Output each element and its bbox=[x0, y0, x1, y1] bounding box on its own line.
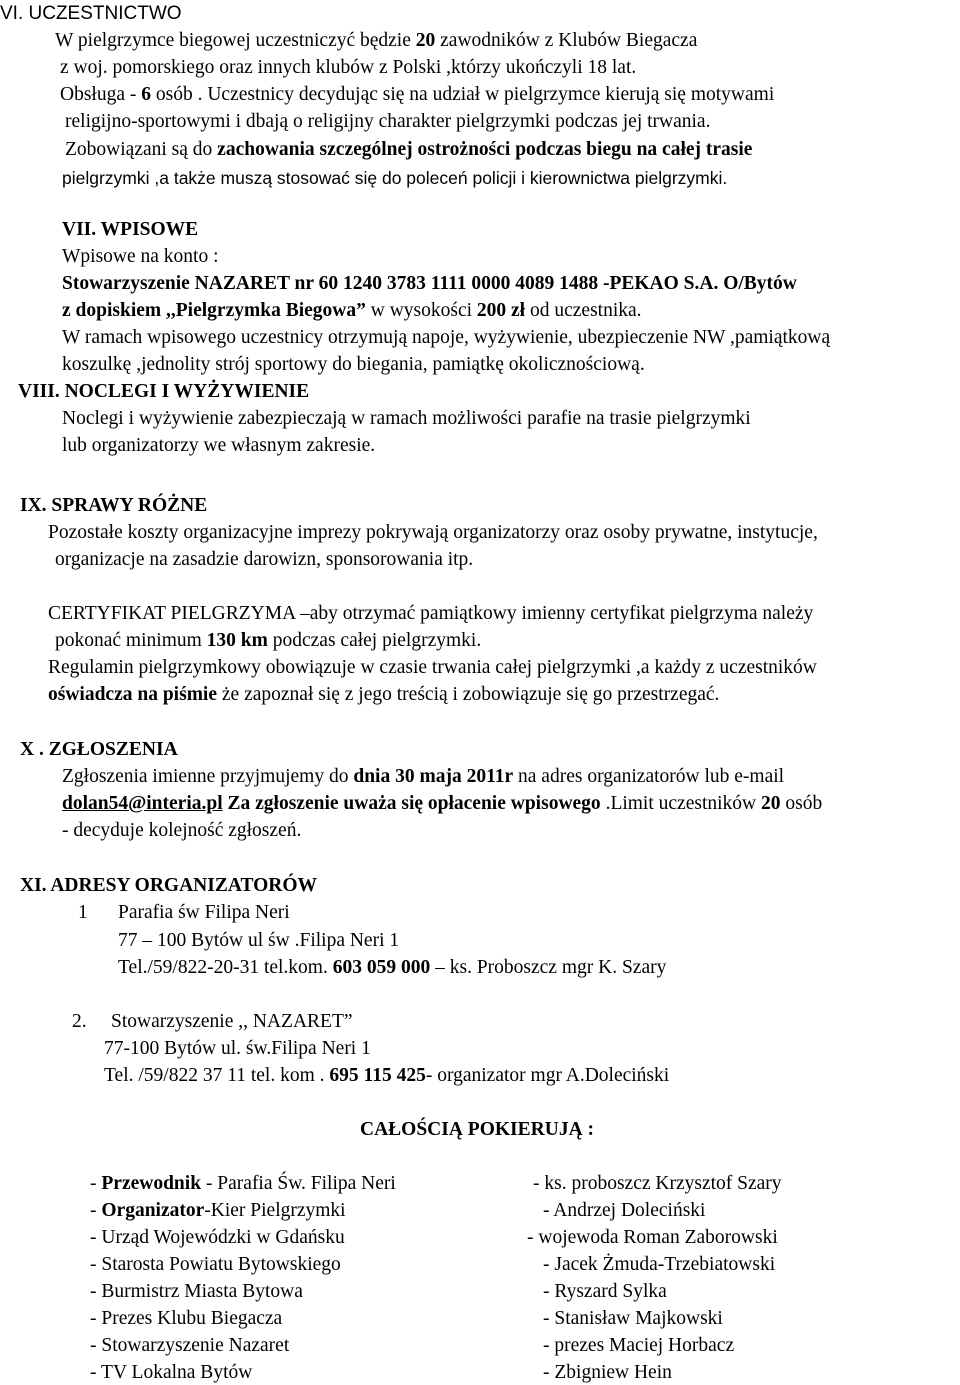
paragraph-line: Regulamin pielgrzymkowy obowiązuje w czasie trwania całej pielgrzymki ,a każdy z uczestników bbox=[48, 657, 817, 678]
address-name: Parafia św Filipa Neri bbox=[118, 902, 290, 923]
section-heading-viii: VIII. NOCLEGI I WYŻYWIENIE bbox=[18, 381, 310, 402]
section-heading-x: X . ZGŁOSZENIA bbox=[20, 739, 178, 760]
paragraph-line: pielgrzymki ,a także muszą stosować się do poleceń policji i kierownictwa pielgrzymki. bbox=[62, 168, 728, 188]
section-heading-vi: VI. UCZESTNICTWO bbox=[0, 3, 182, 24]
paragraph-line: pokonać minimum 130 km podczas całej pielgrzymki. bbox=[55, 630, 482, 651]
leadership-person: - Jacek Żmuda-Trzebiatowski bbox=[543, 1254, 776, 1275]
paragraph-line: dolan54@interia.pl Za zgłoszenie uważa się opłacenie wpisowego .Limit uczestników 20 osób bbox=[62, 793, 823, 814]
leadership-role: - Prezes Klubu Biegacza bbox=[90, 1308, 283, 1329]
paragraph-line: Zgłoszenia imienne przyjmujemy do dnia 30 maja 2011r na adres organizatorów lub e-mail bbox=[62, 766, 785, 787]
leadership-role: - TV Lokalna Bytów bbox=[90, 1362, 253, 1383]
paragraph-line: Zobowiązani są do zachowania szczególnej ostrożności podczas biegu na całej trasie bbox=[65, 139, 753, 160]
paragraph-line: z dopiskiem ,,Pielgrzymka Biegowa” w wysokości 200 zł od uczestnika. bbox=[62, 300, 642, 321]
section-heading-ix: IX. SPRAWY RÓŻNE bbox=[20, 495, 208, 516]
paragraph-line: religijno-sportowymi i dbają o religijny charakter pielgrzymki podczas jej trwania. bbox=[65, 111, 711, 132]
paragraph-line: Wpisowe na konto : bbox=[62, 246, 219, 267]
address-name: Stowarzyszenie ,, NAZARET” bbox=[111, 1011, 353, 1032]
paragraph-line: organizacje na zasadzie darowizn, sponsorowania itp. bbox=[55, 549, 474, 570]
address-phone: Tel. /59/822 37 11 tel. kom . 695 115 425- organizator mgr A.Doleciński bbox=[104, 1065, 670, 1086]
leadership-person: - ks. proboszcz Krzysztof Szary bbox=[533, 1173, 782, 1194]
paragraph-line: Pozostałe koszty organizacyjne imprezy pokrywają organizatorzy oraz osoby prywatne, instytucje, bbox=[48, 522, 818, 543]
address-street: 77-100 Bytów ul. św.Filipa Neri 1 bbox=[104, 1038, 371, 1059]
leadership-person: - wojewoda Roman Zaborowski bbox=[527, 1227, 778, 1248]
leadership-person: - Ryszard Sylka bbox=[543, 1281, 667, 1302]
bank-account: Stowarzyszenie NAZARET nr 60 1240 3783 1111 0000 4089 1488 -PEKAO S.A. O/Bytów bbox=[62, 273, 797, 294]
leadership-role: - Organizator-Kier Pielgrzymki bbox=[90, 1200, 346, 1221]
address-number: 1 bbox=[78, 902, 88, 923]
leadership-person: - prezes Maciej Horbacz bbox=[543, 1335, 735, 1356]
section-heading-xi: XI. ADRESY ORGANIZATORÓW bbox=[20, 875, 318, 896]
section-heading-vii: VII. WPISOWE bbox=[62, 219, 199, 240]
paragraph-line: oświadcza na piśmie że zapoznał się z jego treścią i zobowiązuje się go przestrzegać. bbox=[48, 684, 720, 705]
leadership-role: - Urząd Wojewódzki w Gdańsku bbox=[90, 1227, 345, 1248]
leadership-role: - Starosta Powiatu Bytowskiego bbox=[90, 1254, 341, 1275]
paragraph-line: lub organizatorzy we własnym zakresie. bbox=[62, 435, 376, 456]
paragraph-line: Noclegi i wyżywienie zabezpieczają w ramach możliwości parafie na trasie pielgrzymki bbox=[62, 408, 751, 429]
leadership-role: - Burmistrz Miasta Bytowa bbox=[90, 1281, 303, 1302]
paragraph-line: Obsługa - 6 osób . Uczestnicy decydując się na udział w pielgrzymce kierują się motywami bbox=[60, 84, 775, 105]
paragraph-line: koszulkę ,jednolity strój sportowy do biegania, pamiątkę okolicznościową. bbox=[62, 354, 645, 375]
paragraph-line: z woj. pomorskiego oraz innych klubów z Polski ,którzy ukończyli 18 lat. bbox=[60, 57, 637, 78]
paragraph-line: W pielgrzymce biegowej uczestniczyć będzie 20 zawodników z Klubów Biegacza bbox=[55, 30, 698, 51]
address-phone: Tel./59/822-20-31 tel.kom. 603 059 000 – ks. Proboszcz mgr K. Szary bbox=[118, 957, 667, 978]
leadership-person: - Stanisław Majkowski bbox=[543, 1308, 723, 1329]
paragraph-line: W ramach wpisowego uczestnicy otrzymują napoje, wyżywienie, ubezpieczenie NW ,pamiątkową bbox=[62, 327, 831, 348]
leadership-person: - Zbigniew Hein bbox=[543, 1362, 672, 1383]
paragraph-line: CERTYFIKAT PIELGRZYMA –aby otrzymać pamiątkowy imienny certyfikat pielgrzyma należy bbox=[48, 603, 814, 624]
leadership-role: - Stowarzyszenie Nazaret bbox=[90, 1335, 290, 1356]
leadership-role: - Przewodnik - Parafia Św. Filipa Neri bbox=[90, 1173, 396, 1194]
address-number: 2. bbox=[72, 1011, 87, 1032]
address-street: 77 – 100 Bytów ul św .Filipa Neri 1 bbox=[118, 930, 400, 951]
email-link[interactable]: dolan54@interia.pl bbox=[62, 793, 223, 814]
leadership-person: - Andrzej Doleciński bbox=[543, 1200, 706, 1221]
leadership-heading: CAŁOŚCIĄ POKIERUJĄ : bbox=[360, 1119, 595, 1140]
paragraph-line: - decyduje kolejność zgłoszeń. bbox=[62, 820, 302, 841]
